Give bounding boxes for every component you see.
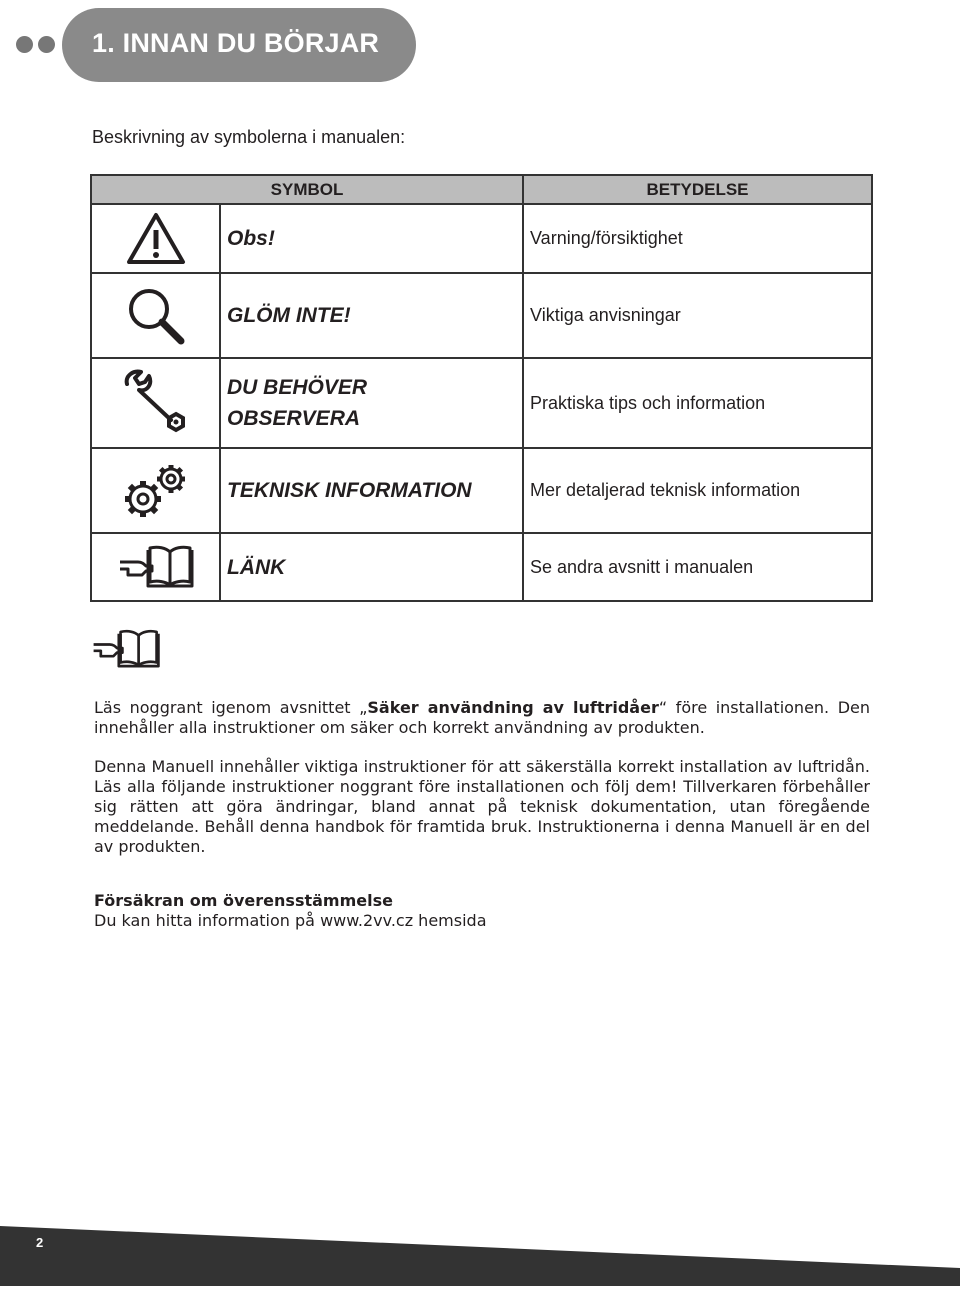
dot-icon [38, 36, 55, 53]
table-row [91, 273, 872, 358]
conformity-text: Du kan hitta information på www.2vv.cz hemsida [94, 911, 487, 930]
gears-icon [119, 459, 193, 523]
symbol-name: LÄNK [227, 555, 286, 579]
symbol-description: Praktiska tips och information [530, 392, 766, 413]
conformity-block [94, 891, 487, 931]
page-number: 2 [36, 1235, 44, 1250]
intro-text: Beskrivning av symbolerna i manualen: [92, 127, 406, 147]
symbol-description: Viktiga anvisningar [530, 305, 681, 325]
symbol-table [90, 174, 873, 602]
magnifier-icon [125, 285, 187, 347]
table-row [91, 448, 872, 533]
table-row [91, 533, 872, 601]
book-hand-icon [116, 542, 196, 592]
symbol-description: Varning/försiktighet [530, 228, 683, 248]
page-title: 1. INNAN DU BÖRJAR [92, 28, 380, 58]
safety-section-link: Säker användning av luftridåer [367, 698, 659, 717]
symbol-name: GLÖM INTE! [227, 304, 351, 327]
symbol-name-line2: OBSERVERA [227, 407, 361, 430]
table-row [91, 204, 872, 273]
manual-paragraph: Denna Manuell innehåller viktiga instruktioner för att säkerställa korrekt installation av luftridån. Läs alla följande instruktioner noggrant före installationen och följ dem! Tillverkaren förbehåller sig rätten att göra ändringar, bland annat på teknisk dokumentation, utan föregående meddelande. Behåll denna handbok för framtida bruk. Instruktionerna i denna Manuell är en del av produkten. [94, 757, 870, 856]
warning-icon [125, 211, 187, 267]
table-header-symbol: SYMBOL [91, 175, 523, 204]
symbol-name: Obs! [227, 227, 275, 250]
wrench-icon [121, 368, 191, 438]
safety-text-end: “ före installationen. Den innehåller alla instruktioner om säker och korrekt användning av produkten. [94, 698, 870, 737]
symbol-name: TEKNISK INFORMATION [227, 479, 472, 502]
book-hand-icon [90, 626, 162, 672]
symbol-description: Mer detaljerad teknisk information [530, 480, 801, 500]
dot-icon [16, 36, 33, 53]
conformity-title: Försäkran om överensstämmelse [94, 891, 393, 910]
symbol-description: Se andra avsnitt i manualen [530, 556, 754, 577]
footer-bar [0, 1226, 960, 1286]
safety-paragraph [94, 698, 870, 738]
table-row [91, 358, 872, 448]
table-header-meaning: BETYDELSE [523, 175, 872, 204]
symbol-name-line1: DU BEHÖVER [227, 376, 368, 399]
safety-text-start: Läs noggrant igenom avsnittet „ [94, 698, 368, 717]
